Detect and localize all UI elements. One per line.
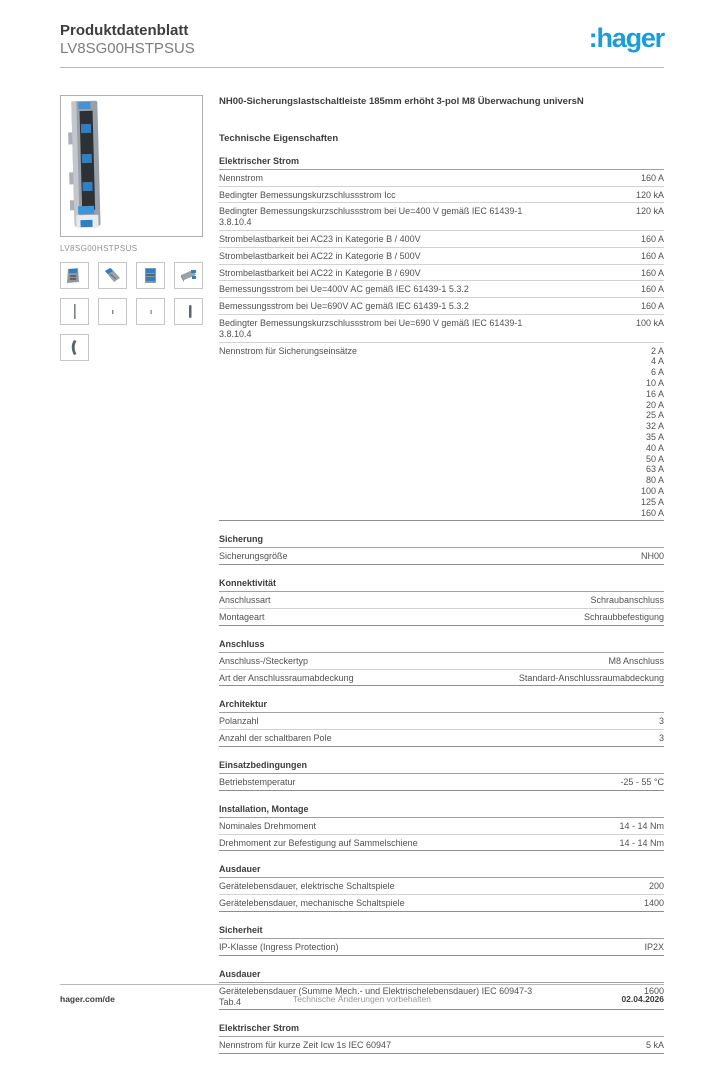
spec-value: 5 kA — [645, 1040, 664, 1051]
hager-logo: :hager — [588, 23, 664, 53]
footer-row — [60, 994, 664, 1004]
spec-label: Art der Anschlussraumabdeckung — [219, 672, 354, 683]
spec-value: 1400 — [643, 898, 664, 909]
curved-profile-icon — [64, 338, 85, 357]
front-view-icon — [140, 266, 161, 285]
spec-label: Bedingter Bemessungskurzschlussstrom Icc — [219, 189, 396, 200]
spec-label: Nennstrom für kurze Zeit Icw 1s IEC 60947 — [219, 1040, 392, 1051]
spec-label: Anschlussart — [219, 595, 271, 606]
spec-value: 3 — [658, 716, 664, 727]
spec-label: Gerätelebensdauer (Summe Mech.- und Elektrischelebensdauer) IEC 60947-3 Tab.4 — [219, 985, 533, 1007]
section-heading: Architektur — [219, 699, 664, 713]
spec-row — [219, 835, 664, 852]
spec-value: M8 Anschluss — [608, 655, 664, 666]
section-heading: Ausdauer — [219, 864, 664, 878]
spec-row — [219, 895, 664, 912]
product-media-column — [60, 95, 206, 1067]
spec-section — [219, 534, 664, 565]
section-heading: Einsatzbedingungen — [219, 760, 664, 774]
section-heading: Anschluss — [219, 639, 664, 653]
spec-section — [219, 578, 664, 626]
side-profile-icon — [64, 302, 85, 321]
spec-label: Anschluss-/Steckertyp — [219, 655, 309, 666]
side-profile-icon — [140, 302, 161, 321]
thumb-curved-profile — [60, 334, 89, 361]
fuse-strip-image — [61, 96, 202, 236]
product-photo — [60, 95, 203, 237]
spec-value: 14 - 14 Nm — [619, 820, 664, 831]
spec-row — [219, 248, 664, 265]
spec-row — [219, 713, 664, 730]
spec-label: Nennstrom — [219, 172, 264, 183]
spec-row — [219, 1037, 664, 1054]
spec-label: Montageart — [219, 611, 265, 622]
side-profile-icon — [102, 302, 123, 321]
spec-row — [219, 609, 664, 626]
section-heading: Elektrischer Strom — [219, 1023, 664, 1037]
section-heading: Sicherung — [219, 534, 664, 548]
spec-section — [219, 699, 664, 747]
spec-label: IP-Klasse (Ingress Protection) — [219, 941, 339, 952]
spec-section — [219, 156, 664, 522]
spec-sections — [219, 156, 664, 1054]
spec-label: Anzahl der schaltbaren Pole — [219, 733, 332, 744]
spec-row — [219, 592, 664, 609]
spec-value: 160 A — [640, 234, 664, 245]
header-titles — [60, 22, 195, 58]
spec-label: Bedingter Bemessungskurzschlussstrom bei Ue=400 V gemäß IEC 61439-1 3.8.10.4 — [219, 206, 523, 228]
spec-value: Schraubbefestigung — [583, 611, 664, 622]
spec-value: 1600 — [643, 985, 664, 996]
spec-row — [219, 298, 664, 315]
spec-label: Nominales Drehmoment — [219, 820, 317, 831]
spec-label: Betriebstemperatur — [219, 776, 296, 787]
spec-label: Nennstrom für Sicherungseinsätze — [219, 345, 358, 356]
spec-section — [219, 925, 664, 956]
spec-value: Schraubanschluss — [590, 595, 664, 606]
spec-row — [219, 231, 664, 248]
spec-value: 160 A — [640, 267, 664, 278]
spec-value: 3 — [658, 733, 664, 744]
spec-label: Drehmoment zur Befestigung auf Sammelschiene — [219, 837, 418, 848]
thumb-angled-end-view — [60, 262, 89, 289]
spec-row — [219, 653, 664, 670]
section-heading: Elektrischer Strom — [219, 156, 664, 170]
section-heading: Sicherheit — [219, 925, 664, 939]
spec-label: Bemessungsstrom bei Ue=400V AC gemäß IEC 61439-1 5.3.2 — [219, 284, 469, 295]
spec-label: Gerätelebensdauer, mechanische Schaltspiele — [219, 898, 405, 909]
spec-label: Strombelastbarkeit bei AC22 in Kategorie B / 690V — [219, 267, 421, 278]
thumb-top-angled-view — [174, 262, 203, 289]
footer-disclaimer: Technische Änderungen vorbehalten — [293, 994, 431, 1004]
page-header — [0, 0, 724, 58]
angled-end-view-icon — [64, 266, 85, 285]
spec-value: 2 A 4 A 6 A 10 A 16 A 20 A 25 A 32 A 35 A 40 A 50 A 63 A 80 A 100 A 125 A 160 A — [640, 345, 664, 518]
spec-label: Gerätelebensdauer, elektrische Schaltspiele — [219, 881, 395, 892]
thumb-side-profile-2 — [98, 298, 127, 325]
thumb-front-view — [136, 262, 165, 289]
section-heading: Konnektivität — [219, 578, 664, 592]
spec-label: Strombelastbarkeit bei AC23 in Kategorie B / 400V — [219, 234, 421, 245]
product-code: LV8SG00HSTPSUS — [60, 40, 195, 57]
spec-section — [219, 639, 664, 687]
spec-label: Sicherungsgröße — [219, 551, 288, 562]
spec-section — [219, 760, 664, 791]
spec-value: Standard-Anschlussraumabdeckung — [518, 672, 664, 683]
spec-label: Bedingter Bemessungskurzschlussstrom bei Ue=690 V gemäß IEC 61439-1 3.8.10.4 — [219, 318, 523, 339]
spec-section — [219, 1023, 664, 1054]
thumb-diagonal-view — [98, 262, 127, 289]
spec-row — [219, 203, 664, 231]
spec-column — [219, 95, 664, 1067]
spec-row — [219, 878, 664, 895]
spec-value: 120 kA — [635, 189, 664, 200]
product-thumbnails — [60, 262, 210, 361]
spec-row — [219, 265, 664, 282]
spec-row — [219, 818, 664, 835]
spec-value: 160 A — [640, 284, 664, 295]
spec-value: -25 - 55 °C — [620, 776, 664, 787]
spec-row — [219, 187, 664, 204]
spec-label: Bemessungsstrom bei Ue=690V AC gemäß IEC 61439-1 5.3.2 — [219, 301, 469, 312]
spec-row — [219, 774, 664, 791]
page-footer — [60, 984, 664, 1004]
thumb-side-profile-3 — [136, 298, 165, 325]
spec-row — [219, 281, 664, 298]
spec-section — [219, 864, 664, 912]
spec-row — [219, 343, 664, 522]
spec-value: 160 A — [640, 172, 664, 183]
spec-section — [219, 804, 664, 852]
thumb-side-profile-4 — [174, 298, 203, 325]
product-image-caption: LV8SG00HSTPSUS — [60, 244, 138, 253]
top-angled-view-icon — [178, 266, 199, 285]
spec-row — [219, 170, 664, 187]
product-title: NH00-Sicherungslastschaltleiste 185mm erhöht 3-pol M8 Überwachung universN — [219, 96, 584, 107]
spec-value: NH00 — [640, 551, 664, 562]
content — [0, 68, 724, 1067]
spec-value: 160 A — [640, 250, 664, 261]
spec-row — [219, 670, 664, 687]
thumb-side-profile-1 — [60, 298, 89, 325]
spec-value: 160 A — [640, 301, 664, 312]
spec-row — [219, 315, 664, 343]
spec-value: IP2X — [644, 941, 664, 952]
spec-row — [219, 548, 664, 565]
spec-label: Polanzahl — [219, 716, 259, 727]
spec-value: 100 kA — [635, 318, 664, 329]
spec-row — [219, 730, 664, 747]
spec-label: Strombelastbarkeit bei AC22 in Kategorie B / 500V — [219, 250, 421, 261]
diagonal-view-icon — [102, 266, 123, 285]
section-heading: Ausdauer — [219, 969, 664, 983]
tech-properties-heading: Technische Eigenschaften — [219, 132, 339, 144]
document-type: Produktdatenblatt — [60, 22, 189, 39]
spec-value: 120 kA — [635, 206, 664, 217]
footer-date: 02.04.2026 — [621, 994, 664, 1004]
spec-row — [219, 939, 664, 956]
spec-value: 14 - 14 Nm — [619, 837, 664, 848]
section-heading: Installation, Montage — [219, 804, 664, 818]
hager-website-link[interactable]: hager.com/de — [60, 994, 115, 1004]
side-profile-icon — [178, 302, 199, 321]
spec-value: 200 — [648, 881, 664, 892]
